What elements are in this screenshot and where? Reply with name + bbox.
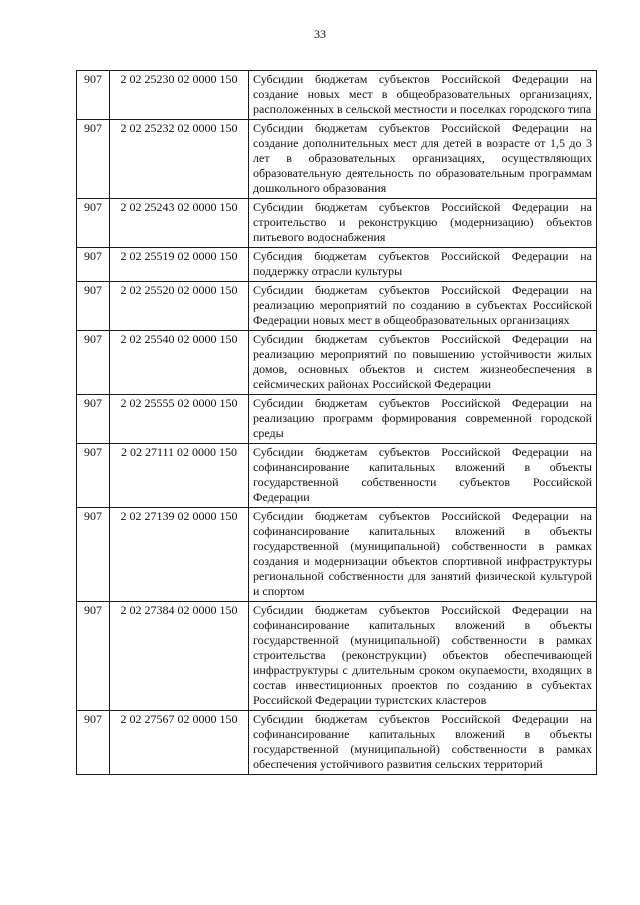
table-row: [77, 71, 597, 120]
administrator-code-cell: 907: [77, 248, 110, 282]
revenue-code-cell: 2 02 25519 02 0000 150: [110, 248, 249, 282]
page-number: 33: [314, 27, 326, 41]
table-row: [77, 331, 597, 395]
revenue-name-cell: Субсидии бюджетам субъектов Российской Федерации на реализацию мероприятий по созданию в субъектах Российской Федерации новых мест в общеобразовательных организациях: [249, 282, 597, 331]
administrator-code-cell: 907: [77, 282, 110, 331]
revenue-name-cell: Субсидии бюджетам субъектов Российской Федерации на софинансирование капитальных вложений в объекты государственной (муниципальной) собственности в рамках обеспечения устойчивого развития сельских территорий: [249, 711, 597, 775]
revenue-name-cell: Субсидии бюджетам субъектов Российской Федерации на софинансирование капитальных вложений в объекты государственной (муниципальной) собственности в рамках создания и модернизации объектов спортивной инфраструктуры региональной собственности для занятий физической культурой и спортом: [249, 508, 597, 602]
table-row: [77, 248, 597, 282]
revenue-code-cell: 2 02 25243 02 0000 150: [110, 199, 249, 248]
administrator-code-cell: 907: [77, 331, 110, 395]
revenue-code-cell: 2 02 25232 02 0000 150: [110, 120, 249, 199]
revenue-name-cell: Субсидии бюджетам субъектов Российской Федерации на реализацию мероприятий по повышению устойчивости жилых домов, основных объектов и систем жизнеобеспечения в сейсмических районах Российской Федерации: [249, 331, 597, 395]
revenue-name-cell: Субсидия бюджетам субъектов Российской Федерации на поддержку отрасли культуры: [249, 248, 597, 282]
revenue-name-cell: Субсидии бюджетам субъектов Российской Федерации на софинансирование капитальных вложений в объекты государственной (муниципальной) собственности в рамках строительства (реконструкции) объектов обеспечивающей инфраструктуры с длительным сроком окупаемости, входящих в состав инвестиционных проектов по созданию в субъектах Российской Федерации туристских кластеров: [249, 602, 597, 711]
administrator-code-cell: 907: [77, 395, 110, 444]
table-row: [77, 602, 597, 711]
administrator-code-cell: 907: [77, 508, 110, 602]
budget-revenue-table: [76, 70, 597, 775]
administrator-code-cell: 907: [77, 199, 110, 248]
revenue-code-cell: 2 02 25230 02 0000 150: [110, 71, 249, 120]
revenue-name-cell: Субсидии бюджетам субъектов Российской Федерации на строительство и реконструкцию (модернизацию) объектов питьевого водоснабжения: [249, 199, 597, 248]
table-body: [77, 71, 597, 775]
revenue-code-cell: 2 02 25555 02 0000 150: [110, 395, 249, 444]
revenue-name-cell: Субсидии бюджетам субъектов Российской Федерации на реализацию программ формирования современной городской среды: [249, 395, 597, 444]
table-row: [77, 199, 597, 248]
administrator-code-cell: 907: [77, 602, 110, 711]
table-row: [77, 282, 597, 331]
revenue-code-cell: 2 02 27384 02 0000 150: [110, 602, 249, 711]
revenue-code-cell: 2 02 25520 02 0000 150: [110, 282, 249, 331]
administrator-code-cell: 907: [77, 711, 110, 775]
table-row: [77, 395, 597, 444]
revenue-name-cell: Субсидии бюджетам субъектов Российской Федерации на создание дополнительных мест для детей в возрасте от 1,5 до 3 лет в образовательных организациях, осуществляющих образовательную деятельность по образовательным программам дошкольного образования: [249, 120, 597, 199]
revenue-code-cell: 2 02 27111 02 0000 150: [110, 444, 249, 508]
revenue-name-cell: Субсидии бюджетам субъектов Российской Федерации на создание новых мест в общеобразовательных организациях, расположенных в сельской местности и поселках городского типа: [249, 71, 597, 120]
table-row: [77, 444, 597, 508]
table-row: [77, 508, 597, 602]
table-row: [77, 711, 597, 775]
table-row: [77, 120, 597, 199]
revenue-code-cell: 2 02 27139 02 0000 150: [110, 508, 249, 602]
revenue-code-cell: 2 02 27567 02 0000 150: [110, 711, 249, 775]
administrator-code-cell: 907: [77, 71, 110, 120]
administrator-code-cell: 907: [77, 444, 110, 508]
revenue-code-cell: 2 02 25540 02 0000 150: [110, 331, 249, 395]
revenue-name-cell: Субсидии бюджетам субъектов Российской Федерации на софинансирование капитальных вложений в объекты государственной собственности субъектов Российской Федерации: [249, 444, 597, 508]
administrator-code-cell: 907: [77, 120, 110, 199]
